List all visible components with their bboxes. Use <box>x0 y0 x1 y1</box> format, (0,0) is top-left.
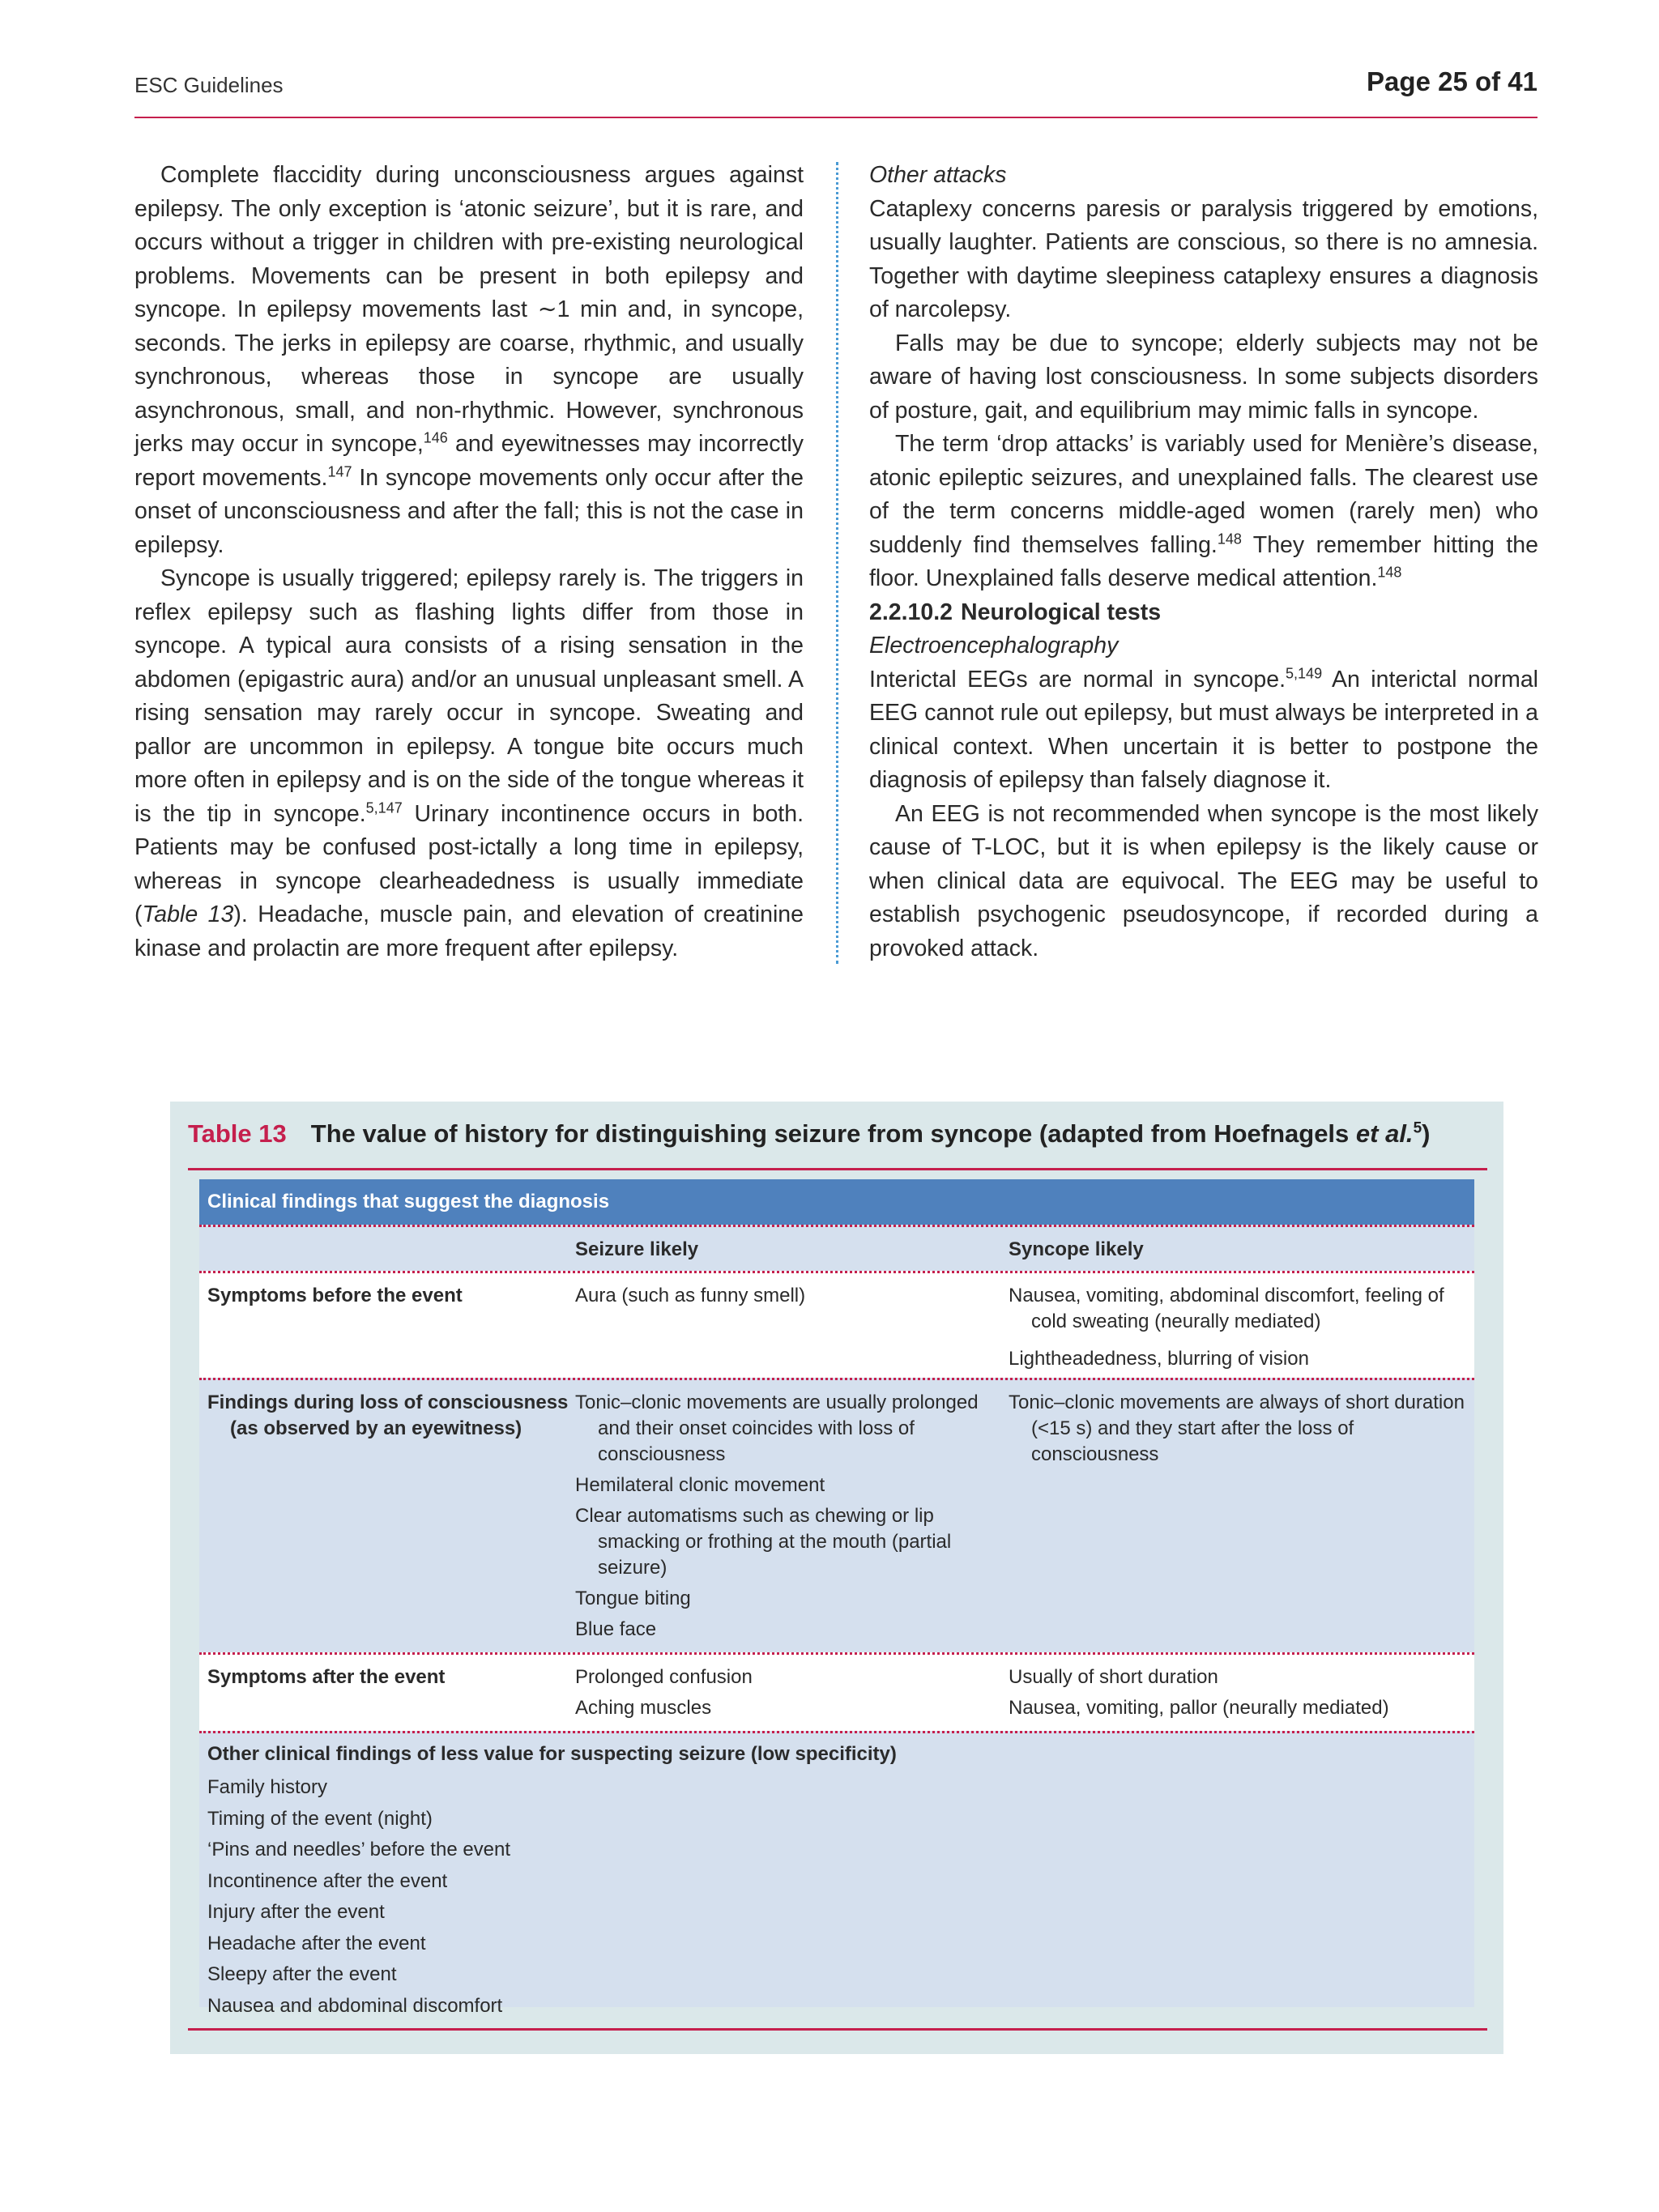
row-label: Findings during loss of consciousness (as observed by an eyewitness) <box>207 1392 569 1439</box>
list-item: Clear automatisms such as chewing or lip smacking or frothing at the mouth (partial seizure) <box>575 1505 952 1579</box>
table-row <box>199 1271 1474 1378</box>
list-item: Tonic–clonic movements are always of short duration (<15 s) and they start after the loss of consciousness <box>1009 1392 1465 1465</box>
citation-ref: 5,149 <box>1286 665 1323 681</box>
list-item: Family history <box>207 1776 328 1798</box>
list-item: Headache after the event <box>207 1932 426 1954</box>
paragraph <box>134 562 804 965</box>
table-body <box>199 1179 1474 2017</box>
paragraph <box>869 428 1538 596</box>
table-row <box>199 1378 1474 1652</box>
list-item: Timing of the event (night) <box>207 1807 433 1830</box>
caption-rule <box>188 1168 1487 1170</box>
text-run: Urinary incontinence occurs in both. Patients may be confused post-ictally a long time in epilepsy, whereas in syncope clearheadedness is usually immediate ( <box>134 800 804 927</box>
list-item: Injury after the event <box>207 1901 385 1923</box>
other-findings-list <box>207 1772 1179 2022</box>
text-run: In syncope movements only occur after the onset of unconsciousness and after the fall; this is not the case in epilepsy. <box>134 464 804 558</box>
text-run: Cataplexy concerns paresis or paralysis triggered by emotions, usually laughter. Patients are conscious, so there is no amnesia. Together with daytime sleepiness cataplexy ensures a diagnosis of narcolepsy. <box>869 195 1538 322</box>
section-number: 2.2.10.2 <box>869 599 953 625</box>
text-run: An interictal normal EEG cannot rule out epilepsy, but must always be interpreted in a clinical context. When uncertain it is better to postpone the diagnosis of epilepsy than falsely diagnose it. <box>869 666 1538 793</box>
subheading-other-attacks: Other attacks <box>869 162 1007 188</box>
list-item: Tongue biting <box>575 1588 691 1609</box>
paragraph <box>869 798 1538 966</box>
syncope-findings <box>1009 1664 1470 1721</box>
table-title-italic: et al. <box>1355 1119 1414 1148</box>
list-item: Aura (such as funny smell) <box>575 1285 806 1306</box>
list-item: Incontinence after the event <box>207 1869 448 1892</box>
italic-text: Table 13 <box>142 901 234 927</box>
table-row <box>199 1652 1474 1731</box>
row-label: Symptoms after the event <box>207 1666 446 1688</box>
right-column <box>869 159 1538 965</box>
paragraph <box>869 193 1538 327</box>
row-label: Symptoms before the event <box>207 1285 463 1306</box>
paragraph <box>869 327 1538 428</box>
page-header <box>134 66 1537 118</box>
citation-ref: 5,147 <box>365 799 403 816</box>
syncope-findings <box>1009 1283 1470 1372</box>
syncope-findings <box>1009 1390 1470 1468</box>
table-caption <box>188 1119 1430 1149</box>
table-13 <box>170 1102 1503 2054</box>
citation-ref: 146 <box>423 429 448 446</box>
list-item: Lightheadedness, blurring of vision <box>1009 1348 1309 1370</box>
table-title: The value of history for distinguishing seizure from syncope (adapted from Hoefnagels <box>310 1119 1356 1148</box>
subheading-eeg: Electroencephalography <box>869 633 1119 658</box>
text-run: The term ‘drop attacks’ is variably used for Menière’s disease, atonic epileptic seizures, and unexplained falls. The clearest use of the term concerns middle-aged women (rarely men) who suddenly find themselves falling. <box>869 431 1538 558</box>
text-run: Interictal EEGs are normal in syncope. <box>869 666 1286 693</box>
running-title: ESC Guidelines <box>134 73 284 97</box>
text-run: Falls may be due to syncope; elderly subjects may not be aware of having lost consciousness. In some subjects disorders of posture, gait, and equilibrium may mimic falls in syncope. <box>869 330 1538 424</box>
citation-ref: 147 <box>327 463 352 479</box>
list-item: Aching muscles <box>575 1697 712 1719</box>
table-band-header: Clinical findings that suggest the diagnosis <box>199 1179 1474 1225</box>
text-run: ). Headache, muscle pain, and elevation of creatinine kinase and prolactin are more frequent after epilepsy. <box>134 901 804 961</box>
col-header-seizure: Seizure likely <box>575 1238 699 1260</box>
text-run: An EEG is not recommended when syncope is the most likely cause of T-LOC, but it is when epilepsy is the likely cause or when clinical data are equivocal. The EEG may be useful to establish psychogenic pseudosyncope, if recorded during a provoked attack. <box>869 800 1538 961</box>
paragraph <box>134 159 804 562</box>
list-item: Nausea, vomiting, pallor (neurally mediated) <box>1009 1697 1389 1719</box>
list-item: Sleepy after the event <box>207 1963 397 1985</box>
list-item: Usually of short duration <box>1009 1666 1218 1688</box>
seizure-findings <box>575 1664 996 1721</box>
text-run: Syncope is usually triggered; epilepsy rarely is. The triggers in reflex epilepsy such as flashing lights differ from those in syncope. A typical aura consists of a rising sensation in the abdomen (epigastric aura) and/or an unusual unpleasant smell. A rising sensation may rarely occur in syncope. Sweating and pallor are uncommon in epilepsy. A tongue bite occurs much more often in epilepsy and is on the side of the tongue whereas it is the tip in syncope. <box>134 565 804 827</box>
col-header-syncope: Syncope likely <box>1009 1238 1144 1260</box>
text-run: They remember hitting the floor. Unexplained falls deserve medical attention. <box>869 531 1538 591</box>
text-run: and eyewitnesses may incorrectly report movements. <box>134 431 804 491</box>
list-item: Tonic–clonic movements are usually prolonged and their onset coincides with loss of consciousness <box>575 1392 979 1465</box>
table-bottom-rule <box>188 2028 1487 2031</box>
section-title: Neurological tests <box>961 599 1162 625</box>
page-number: Page 25 of 41 <box>1367 66 1537 96</box>
text-run: Complete flaccidity during unconsciousness argues against epilepsy. The only exception is ‘atonic seizure’, but it is rare, and occurs without a trigger in children with pre-existing neurological problems. Movements can be present in both epilepsy and syncope. In epilepsy movements last ∼1 min and, in syncope, seconds. The jerks in epilepsy are coarse, rhythmic, and usually synchronous, whereas those in syncope are usually asynchronous, small, and non-rhythmic. However, synchronous jerks may occur in syncope, <box>134 162 804 457</box>
section-heading <box>869 596 1538 630</box>
list-item: Blue face <box>575 1618 657 1640</box>
paragraph <box>869 663 1538 798</box>
column-header-row <box>199 1225 1474 1271</box>
seizure-findings <box>575 1283 996 1309</box>
list-item: Hemilateral clonic movement <box>575 1474 825 1496</box>
seizure-findings <box>575 1390 996 1643</box>
table-title-ref: 5 <box>1413 1119 1422 1137</box>
table-title-end: ) <box>1422 1119 1431 1148</box>
list-item: Prolonged confusion <box>575 1666 753 1688</box>
other-findings-section <box>199 1731 1474 2017</box>
left-column <box>134 159 804 965</box>
list-item: ‘Pins and needles’ before the event <box>207 1839 511 1860</box>
table-label: Table 13 <box>188 1119 287 1148</box>
column-divider <box>836 162 838 964</box>
other-findings-heading: Other clinical findings of less value for suspecting seizure (low specificity) <box>207 1743 897 1765</box>
list-item: Nausea, vomiting, abdominal discomfort, feeling of cold sweating (neurally mediated) <box>1009 1285 1444 1332</box>
list-item: Nausea and abdominal discomfort <box>207 1994 503 2017</box>
citation-ref: 148 <box>1377 564 1402 581</box>
citation-ref: 148 <box>1217 531 1242 547</box>
